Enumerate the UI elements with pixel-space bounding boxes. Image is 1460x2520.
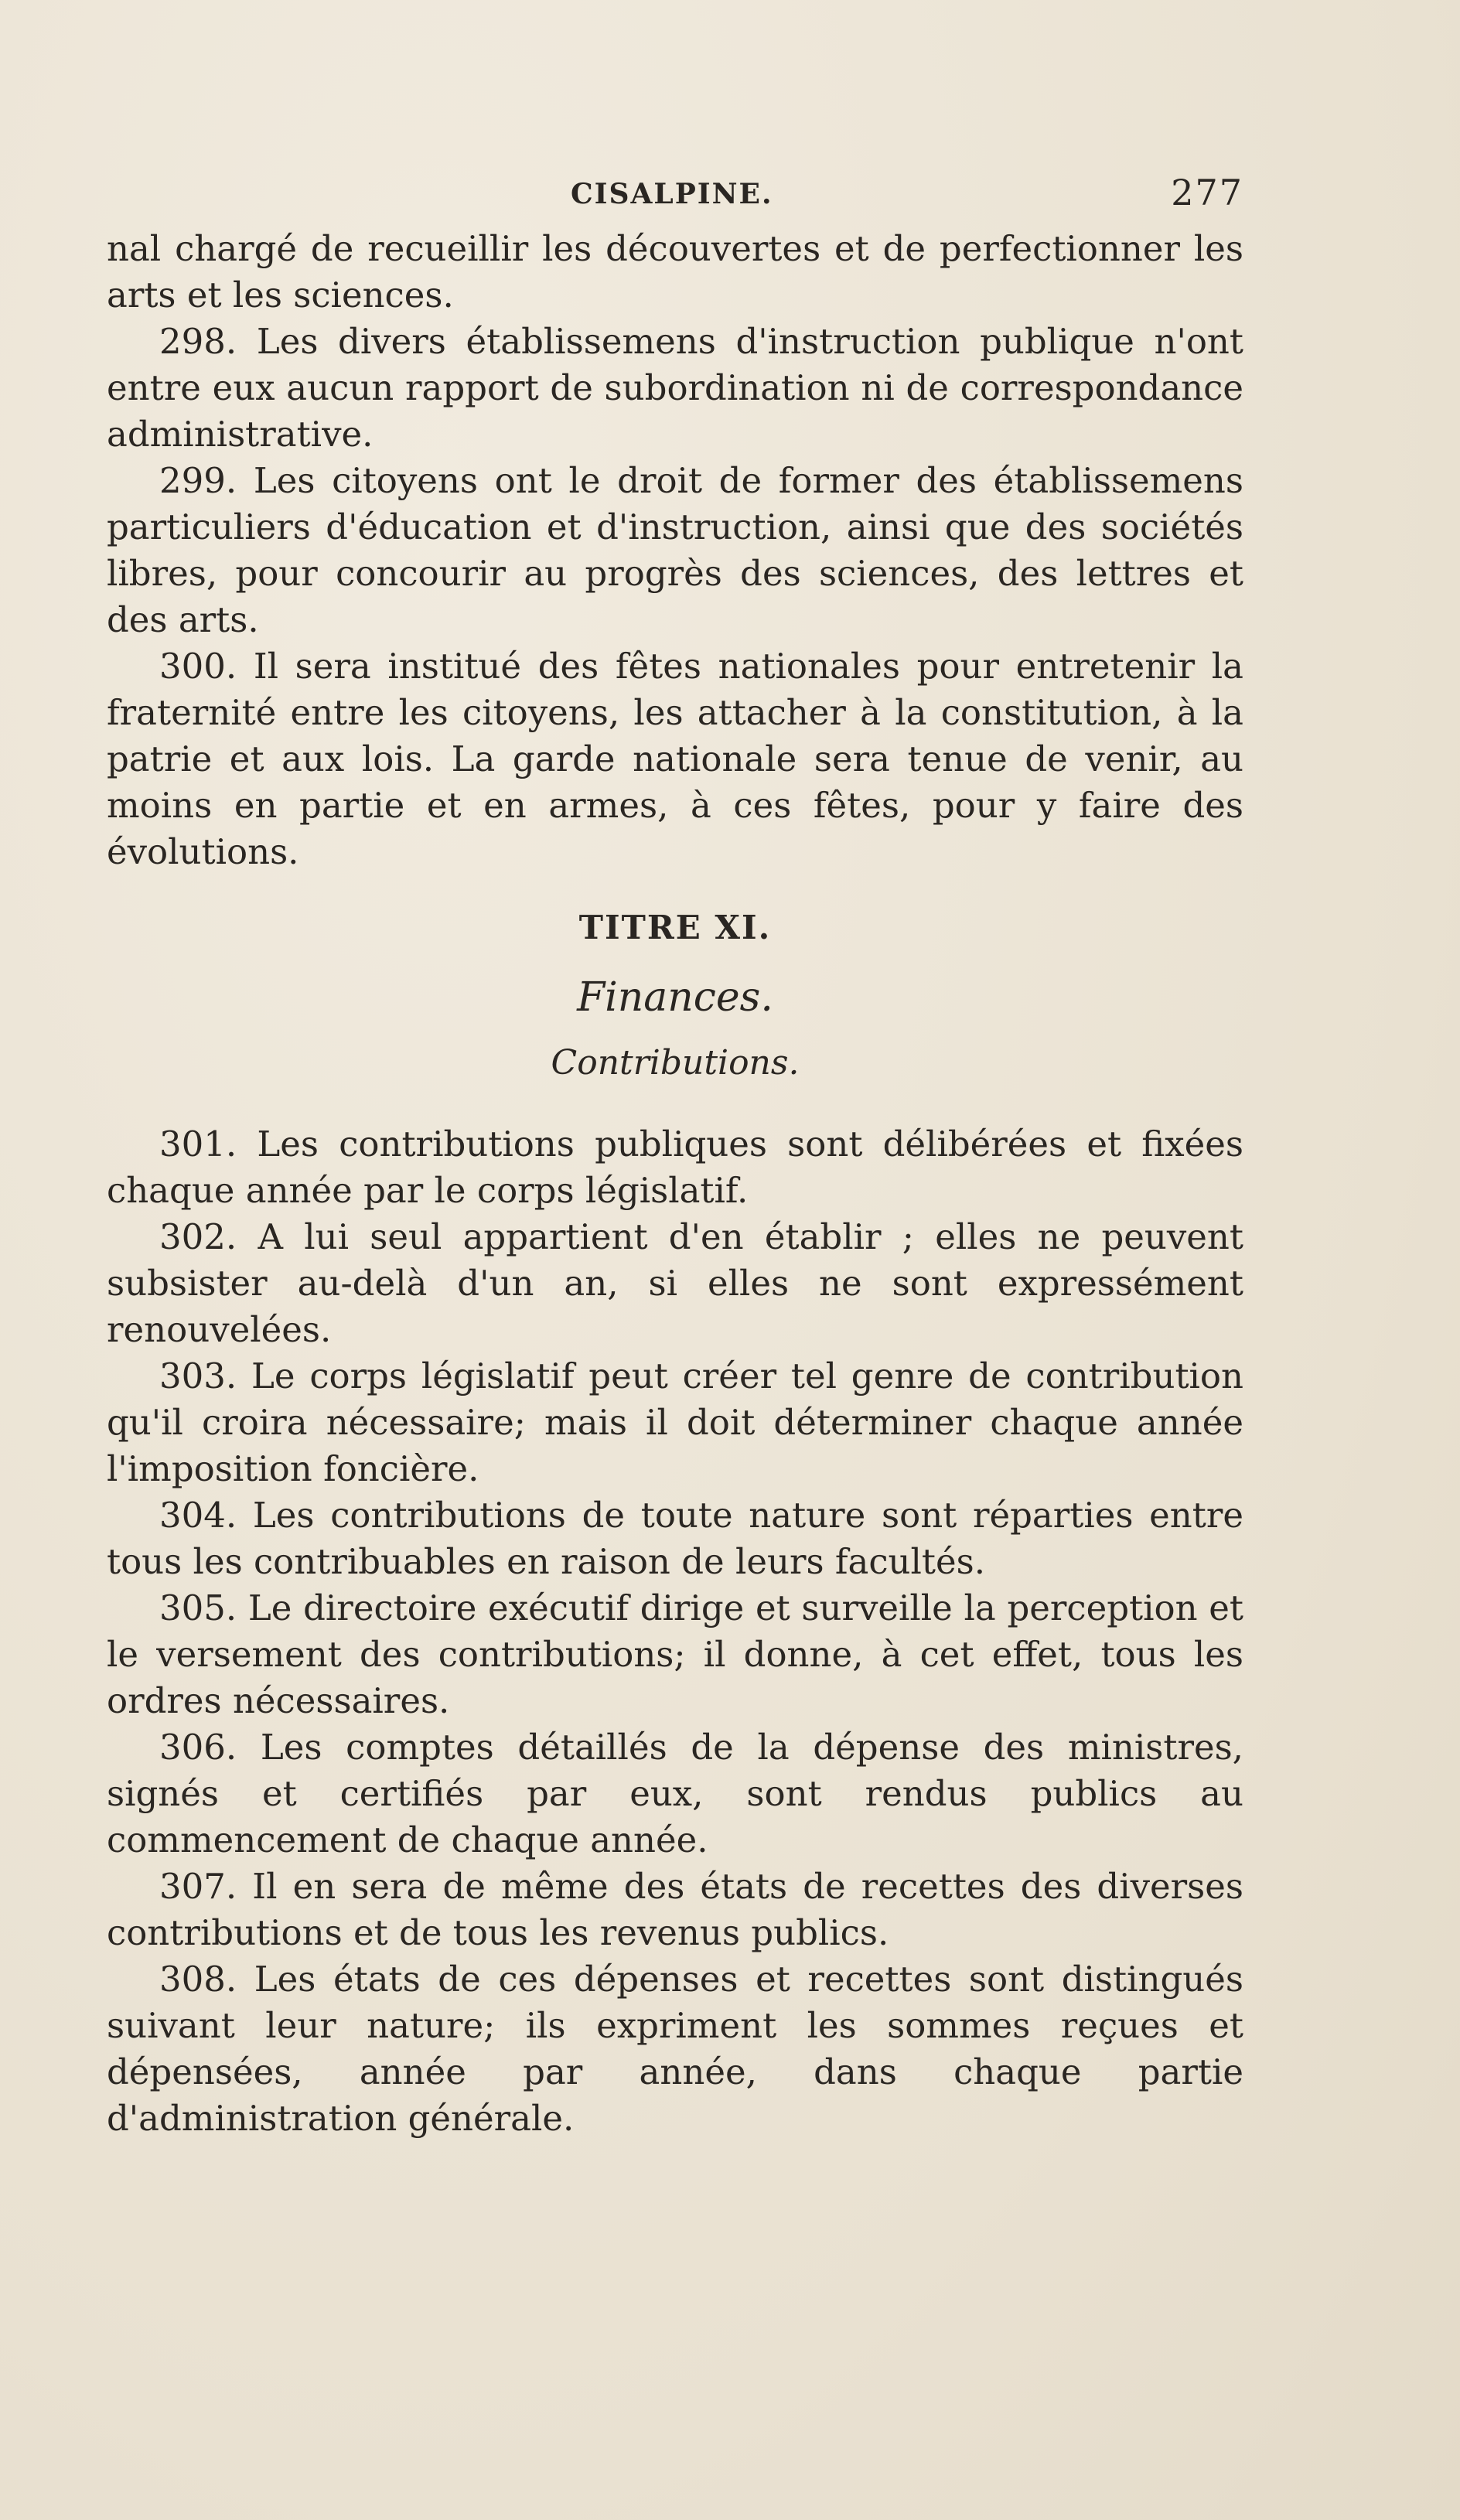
article-300: 300. Il sera institué des fêtes nationales pour entretenir la fraternité entre les citoyens, les attacher à la constitution, à la patrie et aux lois. La garde nationale sera tenue de venir, au moins en partie et en armes, à ces fêtes, pour y faire des évolutions.: [107, 646, 1243, 872]
article-301: 301. Les contributions publiques sont délibérées et fixées chaque année par le corps législatif.: [107, 1124, 1243, 1211]
page-number: 277: [1171, 172, 1243, 213]
article-304: 304. Les contributions de toute nature sont réparties entre tous les contribuables en raison de leurs facultés.: [107, 1495, 1243, 1582]
running-head-title: CISALPINE.: [571, 178, 773, 210]
article-308: 308. Les états de ces dépenses et recettes sont distingués suivant leur nature; ils expriment les sommes reçues et dépensées, année par année, dans chaque partie d'administration générale.: [107, 1959, 1243, 2139]
paragraph-297-continuation: nal chargé de recueillir les découvertes et de perfectionner les arts et les sciences.: [107, 228, 1243, 315]
subsection-heading: Contributions.: [551, 1043, 800, 1083]
running-head: [107, 172, 1243, 226]
book-page: [107, 172, 1243, 2142]
article-299: 299. Les citoyens ont le droit de former des établissemens particuliers d'éducation et d'instruction, ainsi que des sociétés libres, pour concourir au progrès des sciences, des lettres et des arts.: [107, 460, 1243, 640]
article-305: 305. Le directoire exécutif dirige et surveille la perception et le versement des contributions; il donne, à cet effet, tous les ordres nécessaires.: [107, 1587, 1243, 1721]
article-307: 307. Il en sera de même des états de recettes des diverses contributions et de tous les revenus publics.: [107, 1866, 1243, 1953]
article-303: 303. Le corps législatif peut créer tel genre de contribution qu'il croira nécessaire; mais il doit déterminer chaque année l'imposition foncière.: [107, 1355, 1243, 1489]
titre-heading: TITRE XI.: [578, 909, 772, 946]
article-298: 298. Les divers établissemens d'instruction publique n'ont entre eux aucun rapport de subordination ni de correspondance administrative.: [107, 321, 1243, 455]
article-306: 306. Les comptes détaillés de la dépense des ministres, signés et certifiés par eux, sont rendus publics au commencement de chaque année.: [107, 1727, 1243, 1860]
article-302: 302. A lui seul appartient d'en établir ; elles ne peuvent subsister au-delà d'un an, si elles ne sont expressément renouvelées.: [107, 1216, 1243, 1350]
section-heading: Finances.: [577, 974, 773, 1021]
